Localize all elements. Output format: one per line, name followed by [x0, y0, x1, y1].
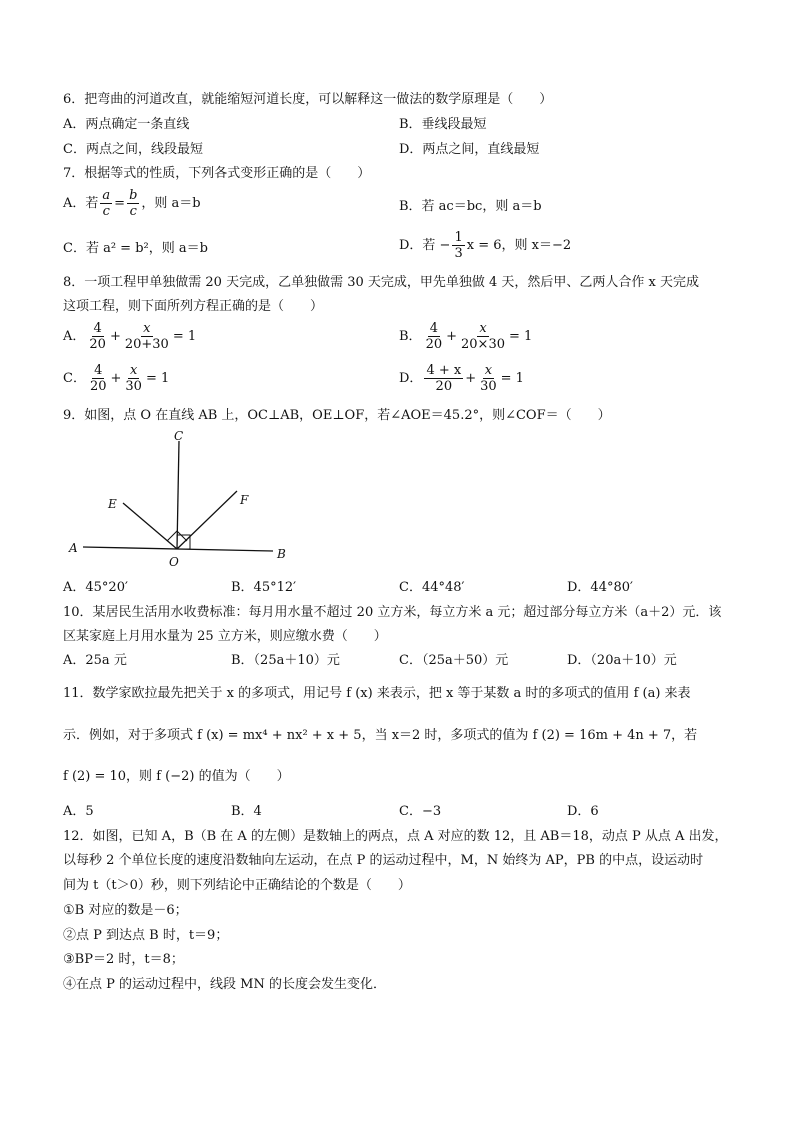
q11-option-b: B．4 [231, 804, 262, 819]
q8-a-den-2: 20+30 [124, 337, 169, 352]
q6-option-a: A．两点确定一条直线 [63, 117, 190, 132]
q8-b-den-2: 20×30 [461, 337, 505, 352]
q8-a-fraction-2 [123, 321, 171, 352]
q7-a-fraction-1 [100, 188, 112, 219]
q11-option-c: C．−3 [399, 804, 442, 819]
q12-stem-line-3: 间为 t（t＞0）秒，则下列结论中正确结论的个数是（ ） [63, 878, 411, 893]
q8-c-fraction-2 [123, 363, 144, 394]
q6-option-b: B．垂线段最短 [399, 117, 487, 132]
q8-b-label: B． [399, 328, 422, 344]
q8-c-den-1: 20 [89, 379, 107, 394]
q6-option-c: C．两点之间，线段最短 [63, 142, 203, 157]
q11-option-a: A．5 [63, 804, 94, 819]
q9-stem: 9．如图，点 O 在直线 AB 上，OC⊥AB，OE⊥OF，若∠AOE＝45.2°，则∠COF＝（ ） [63, 408, 611, 423]
q7-option-a [63, 188, 201, 219]
q7-d-prefix: D．若 − [399, 237, 451, 253]
q8-c-label: C． [63, 370, 86, 386]
q12-stem-line-1: 12．如图，已知 A，B（B 在 A 的左侧）是数轴上的两点，点 A 对应的数 12，且 AB＝18，动点 P 从点 A 出发， [63, 829, 728, 844]
q11-stem-line-3: f (2) = 10，则 f (−2) 的值为（ ） [63, 769, 290, 784]
q8-b-fraction-1 [424, 321, 445, 352]
q7-option-b: B．若 ac＝bc，则 a＝b [399, 199, 542, 214]
q9-geometry-figure [63, 425, 363, 575]
q7-a-numerator-2: b [129, 188, 138, 203]
q8-b-rhs: = 1 [509, 328, 533, 344]
label-b: B [277, 547, 286, 561]
q12-statement-1: ①B 对应的数是－6； [63, 903, 188, 918]
q8-option-a [63, 321, 196, 352]
q9-option-b: B．45°12′ [231, 580, 297, 595]
q7-a-suffix: ，则 a＝b [141, 195, 201, 211]
q8-d-num-2: x [484, 363, 493, 378]
q8-b-num-2: x [479, 321, 487, 336]
q8-d-label: D． [399, 370, 423, 386]
label-c: C [174, 429, 184, 443]
label-e: E [108, 497, 117, 511]
q6-option-d: D．两点之间，直线最短 [399, 142, 540, 157]
q8-option-c [63, 363, 169, 394]
q11-option-d: D．6 [567, 804, 599, 819]
q10-option-c: C．（25a＋50）元 [399, 653, 509, 668]
q7-d-fraction [452, 230, 464, 261]
q12-stem-line-2: 以每秒 2 个单位长度的速度沿数轴向左运动，在点 P 的运动过程中，M，N 始终为 AP，PB 的中点，设运动时 [63, 853, 704, 868]
q7-a-denominator-1: c [102, 204, 110, 219]
q8-c-den-2: 30 [125, 379, 142, 394]
q7-option-c: C．若 a² = b²，则 a＝b [63, 241, 208, 256]
q8-d-fraction-2 [478, 363, 499, 394]
q8-a-fraction-1 [87, 321, 108, 352]
q7-a-denominator-2: c [129, 204, 137, 219]
q9-option-a: A．45°20′ [63, 580, 128, 595]
q8-d-plus: + [465, 370, 477, 386]
q8-c-num-1: 4 [94, 363, 103, 378]
q8-stem-line-1: 8．一项工程甲单独做需 20 天完成，乙单独做需 30 天完成，甲先单独做 4 天，然后甲、乙两人合作 x 天完成 [63, 275, 700, 290]
q7-stem: 7．根据等式的性质，下列各式变形正确的是（ ） [63, 166, 371, 181]
q8-option-b [399, 321, 532, 352]
q8-d-rhs: = 1 [500, 370, 524, 386]
q8-a-label: A． [63, 328, 86, 344]
q7-d-suffix: x = 6，则 x＝−2 [466, 237, 572, 253]
label-o: O [169, 555, 179, 569]
q9-option-c: C．44°48′ [399, 580, 465, 595]
q8-a-num-2: x [143, 321, 151, 336]
ray-oe [123, 503, 177, 549]
q8-d-num-1: 4 + x [426, 363, 462, 378]
q11-stem-line-2: 示．例如，对于多项式 f (x) = mx⁴ + nx² + x + 5，当 x＝2 时，多项式的值为 f (2) = 16m + 4n + 7，若 [63, 728, 698, 743]
q8-d-fraction-1 [424, 363, 463, 394]
q12-statement-4: ④在点 P 的运动过程中，线段 MN 的长度会发生变化． [63, 977, 386, 992]
label-f: F [240, 493, 249, 507]
q8-b-den-1: 20 [425, 337, 443, 352]
q8-d-den-1: 20 [435, 379, 453, 394]
q6-stem: 6．把弯曲的河道改直，就能缩短河道长度，可以解释这一做法的数学原理是（ ） [63, 92, 553, 107]
q8-a-plus: + [109, 328, 121, 344]
q7-a-fraction-2 [127, 188, 139, 219]
q8-a-den-1: 20 [89, 337, 106, 352]
q8-c-num-2: x [130, 363, 138, 378]
q10-option-a: A．25a 元 [63, 653, 127, 668]
q8-c-plus: + [110, 370, 122, 386]
q8-b-plus: + [446, 328, 458, 344]
q8-b-fraction-2 [459, 321, 507, 352]
q11-stem-line-1: 11．数学家欧拉最先把关于 x 的多项式，用记号 f (x) 来表示，把 x 等于某数 a 时的多项式的值用 f (a) 来表 [63, 686, 691, 701]
q7-option-d [399, 230, 571, 261]
q9-option-d: D．44°80′ [567, 580, 633, 595]
q7-d-numerator: 1 [454, 230, 463, 245]
q8-a-rhs: = 1 [172, 328, 197, 344]
q8-c-fraction-1 [88, 363, 109, 394]
q7-a-numerator-1: a [102, 188, 111, 203]
label-a: A [69, 541, 78, 555]
q10-option-b: B．（25a＋10）元 [231, 653, 340, 668]
q10-stem-line-2: 区某家庭上月用水量为 25 立方米，则应缴水费（ ） [63, 629, 387, 644]
q8-b-num-1: 4 [429, 321, 438, 336]
q8-stem-line-2: 这项工程，则下面所列方程正确的是（ ） [63, 299, 324, 314]
q10-option-d: D．（20a＋10）元 [567, 653, 677, 668]
q8-option-d [399, 363, 524, 394]
q8-a-num-1: 4 [93, 321, 102, 336]
q7-a-equals: = [114, 195, 126, 211]
q8-d-den-2: 30 [480, 379, 497, 394]
q12-statement-2: ②点 P 到达点 B 时，t＝9； [63, 928, 229, 943]
q12-statement-3: ③BP＝2 时，t＝8； [63, 952, 184, 967]
q10-stem-line-1: 10．某居民生活用水收费标准：每月用水量不超过 20 立方米，每立方米 a 元；超过部分每立方米（a＋2）元．该 [63, 605, 722, 620]
q8-c-rhs: = 1 [145, 370, 170, 386]
q7-d-denominator: 3 [454, 246, 463, 261]
q7-a-prefix: A．若 [63, 195, 99, 211]
